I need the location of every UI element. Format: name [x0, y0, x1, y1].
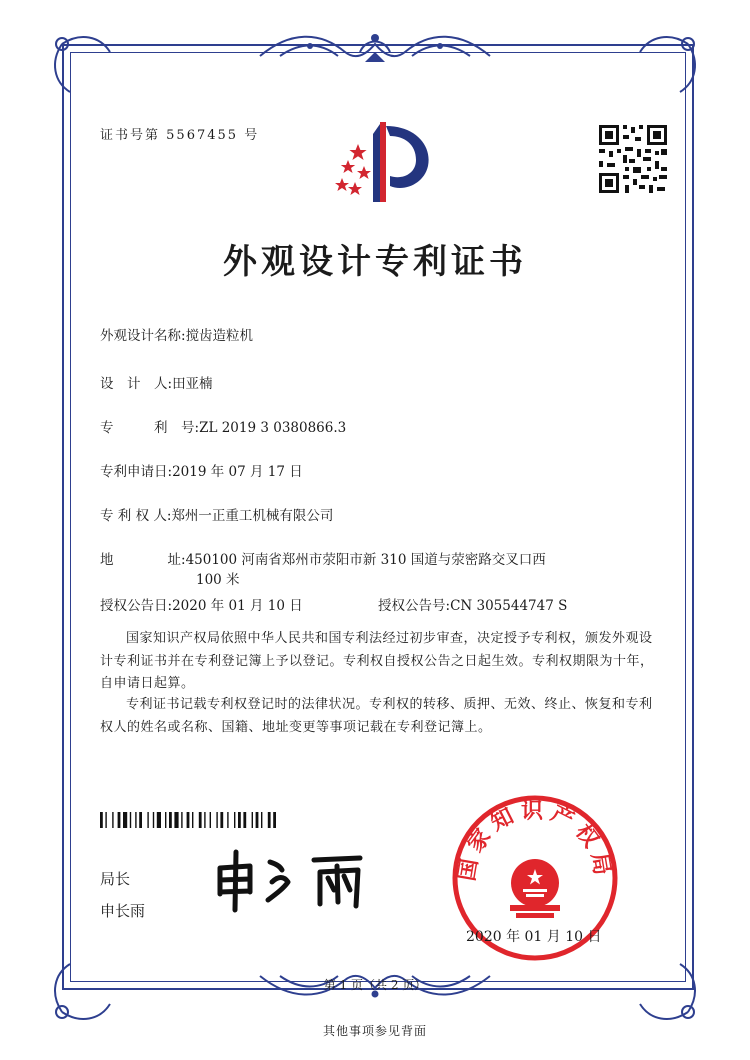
field-address-line2: [196, 568, 240, 588]
field-value: 搅齿造粒机: [185, 328, 254, 344]
seal-text: 国家知识产权局: [454, 799, 616, 883]
legal-paragraph-2: 专利证书记载专利权登记时的法律状况。专利权的转移、质押、无效、终止、恢复和专利权人的姓名或名称、国籍、地址变更等事项记载在专利登记簿上。: [100, 697, 653, 735]
field-label: 专 利 权 人:: [100, 508, 172, 524]
field-designer: [100, 372, 213, 392]
field-label: 设 计 人:: [100, 376, 173, 392]
certificate-title: 外观设计专利证书: [223, 242, 527, 282]
seal-date: 2020 年 01 月 10 日: [466, 929, 602, 945]
field-address: [100, 548, 546, 568]
page-number: 第 1 页（共 2 页）: [323, 978, 427, 992]
footer-note: 其他事项参见背面: [322, 1024, 427, 1038]
certificate-number-value: 5567455: [166, 128, 239, 143]
field-value: 田亚楠: [172, 376, 213, 392]
field-design-name: [100, 324, 253, 344]
field-value: 郑州一正重工机械有限公司: [171, 508, 334, 524]
field-grant-date: [100, 594, 303, 614]
field-value: 2020 年 01 月 10 日: [172, 598, 303, 614]
corner-ornament-icon: [620, 22, 710, 112]
field-patent-number: [100, 416, 346, 436]
barcode-icon: [100, 812, 350, 828]
field-label: 专利申请日:: [100, 464, 173, 480]
legal-paragraph-1: 国家知识产权局依照中华人民共和国专利法经过初步审查，决定授予专利权，颁发外观设计专利证书并在专利登记簿上予以登记。专利权自授权公告之日起生效。专利权期限为十年，自申请日起算。: [100, 631, 654, 691]
field-filing-date: [100, 460, 303, 480]
field-value: ZL 2019 3 0380866.3: [199, 420, 347, 436]
field-label: 专 利 号:: [100, 420, 200, 436]
qr-code-icon: [597, 123, 669, 195]
signatory-name: 申长雨: [100, 902, 146, 920]
corner-ornament-icon: [40, 22, 130, 112]
field-label: 外观设计名称:: [100, 328, 186, 344]
certificate-number-label: 证书号第: [100, 128, 161, 143]
field-value: 2019 年 07 月 17 日: [172, 464, 303, 480]
field-label: 授权公告日:: [100, 598, 173, 614]
field-label: 地 址:: [100, 552, 186, 568]
cnipa-emblem-icon: [328, 116, 438, 212]
field-value: CN 305544747 S: [450, 598, 568, 614]
top-ornament-icon: [250, 26, 500, 74]
signatory-role: 局长: [100, 870, 131, 888]
handwritten-signature-icon: [210, 846, 390, 916]
field-patentee: [100, 504, 333, 524]
certificate-number: [100, 124, 259, 143]
field-value: 100 米: [196, 572, 240, 588]
field-label: 授权公告号:: [378, 598, 451, 614]
certificate-number-suffix: 号: [244, 128, 260, 143]
field-value: 450100 河南省郑州市荥阳市新 310 国道与荥密路交叉口西: [185, 552, 546, 568]
field-grant-number: [378, 594, 567, 614]
